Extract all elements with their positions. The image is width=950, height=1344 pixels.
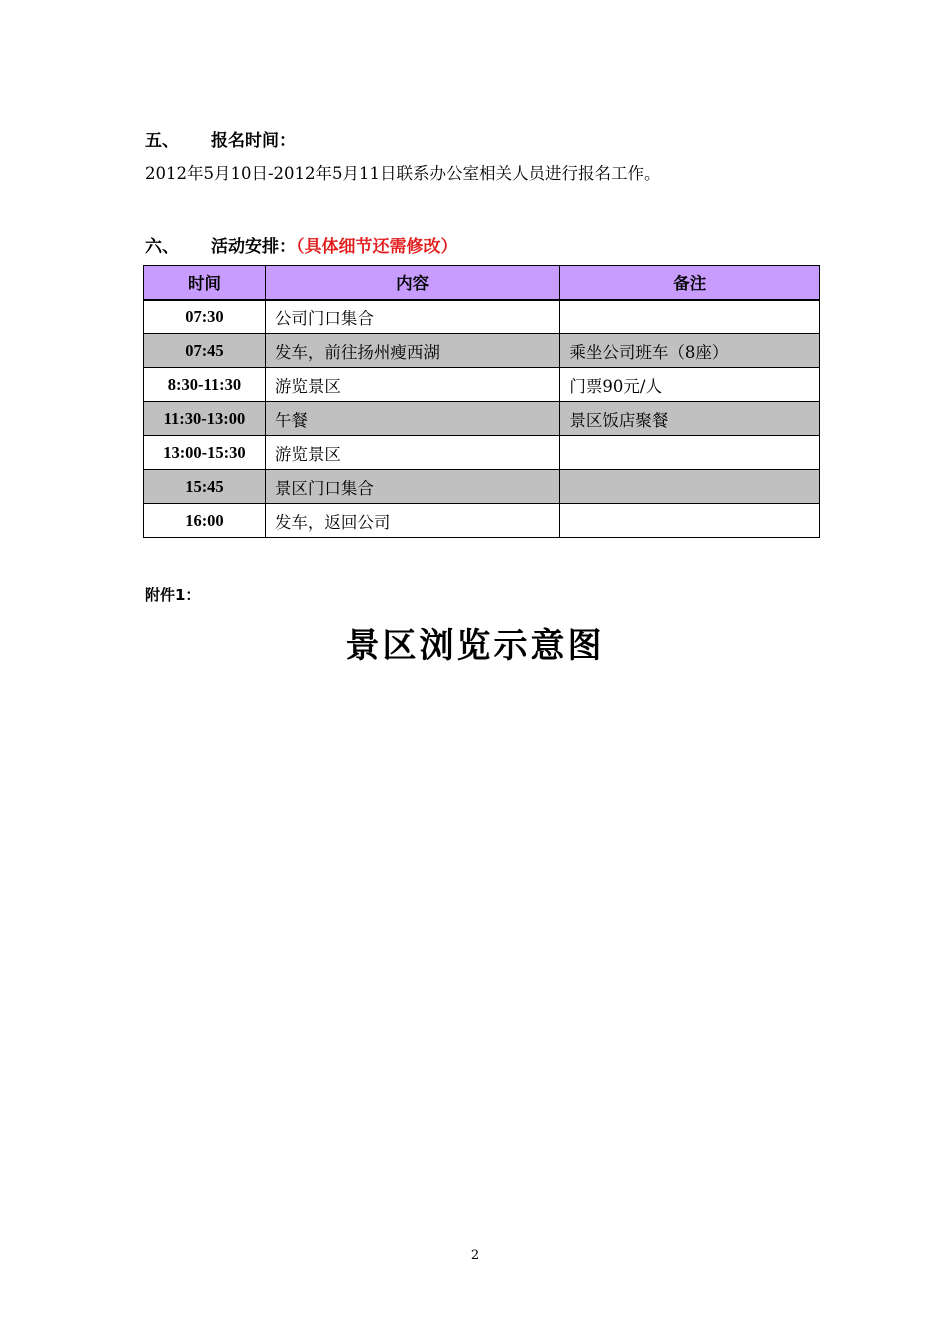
row-remark [560, 470, 820, 504]
table-row [144, 334, 820, 368]
row-time: 16:00 [144, 504, 266, 538]
row-content: 游览景区 [265, 436, 560, 470]
table-row [144, 368, 820, 402]
page-number: 2 [470, 1248, 480, 1263]
row-content: 发车，前往扬州瘦西湖 [265, 334, 560, 368]
table-row [144, 300, 820, 334]
section-6-note: （具体细节还需修改） [296, 237, 458, 257]
attachment-title: 景区浏览示意图 [345, 626, 605, 666]
row-remark: 门票90元/人 [560, 368, 820, 402]
row-content: 游览景区 [265, 368, 560, 402]
table-row [144, 504, 820, 538]
row-remark [560, 436, 820, 470]
row-remark [560, 300, 820, 334]
row-time: 11:30-13:00 [144, 402, 266, 436]
schedule-header-row [144, 266, 820, 300]
row-content: 景区门口集合 [265, 470, 560, 504]
row-remark: 景区饭店聚餐 [560, 402, 820, 436]
row-remark [560, 504, 820, 538]
section-5-body: 2012年5月10日-2012年5月11日联系办公室相关人员进行报名工作。 [145, 164, 661, 183]
header-time: 时间 [144, 266, 266, 300]
row-time: 8:30-11:30 [144, 368, 266, 402]
table-row [144, 470, 820, 504]
row-time: 07:30 [144, 300, 266, 334]
schedule-table [143, 265, 820, 538]
section-5-title: 报名时间： [211, 131, 296, 151]
row-content: 午餐 [265, 402, 560, 436]
section-6-number: 六、 [145, 237, 179, 257]
section-6-heading [145, 232, 458, 257]
section-5-number: 五、 [145, 131, 179, 151]
header-content: 内容 [265, 266, 560, 300]
row-content: 公司门口集合 [265, 300, 560, 334]
table-row [144, 436, 820, 470]
section-5-heading [145, 126, 296, 151]
table-row [144, 402, 820, 436]
row-content: 发车，返回公司 [265, 504, 560, 538]
row-time: 13:00-15:30 [144, 436, 266, 470]
row-time: 15:45 [144, 470, 266, 504]
section-6-title: 活动安排： [211, 237, 296, 257]
attachment-label: 附件1： [145, 586, 201, 604]
header-remark: 备注 [560, 266, 820, 300]
row-remark: 乘坐公司班车（8座） [560, 334, 820, 368]
row-time: 07:45 [144, 334, 266, 368]
